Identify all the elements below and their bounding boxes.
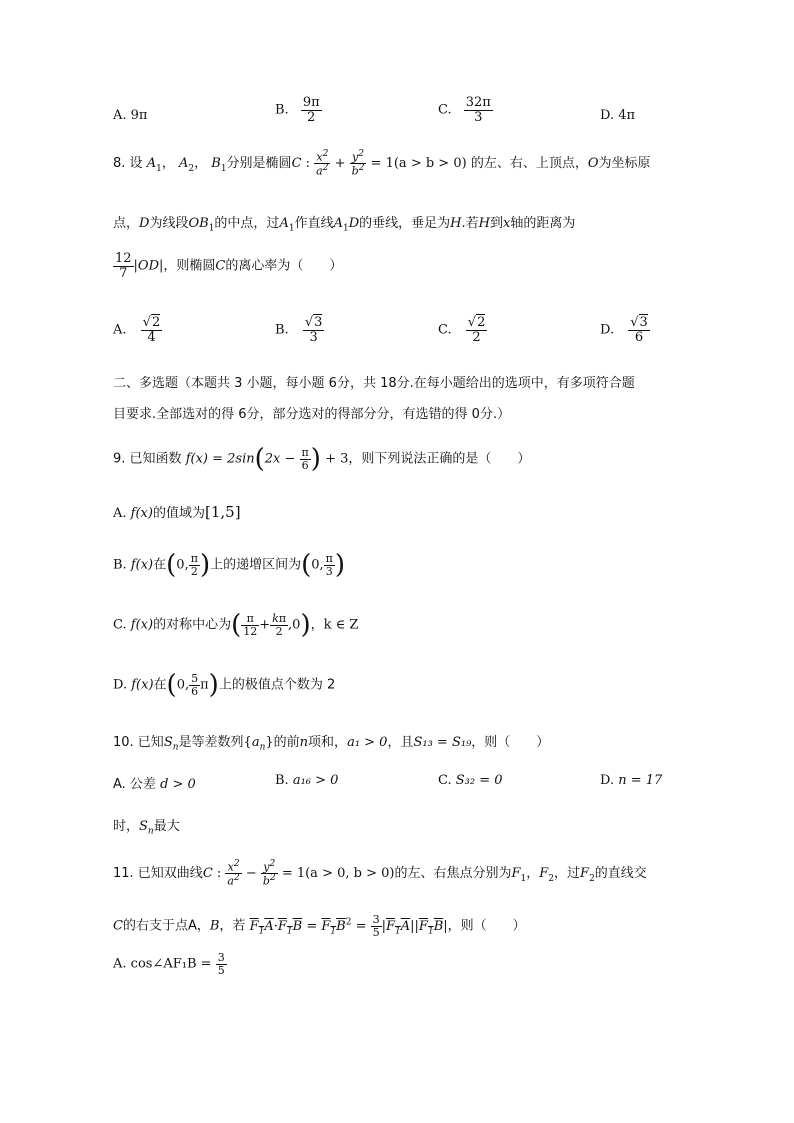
three-fifths: $\frac{3}{5}$ bbox=[217, 951, 225, 977]
q9-argument: 2x − bbox=[264, 451, 296, 467]
q7-option-c-fraction bbox=[464, 96, 493, 124]
option-math: a₁₆ > 0 bbox=[292, 773, 339, 788]
q8-text: 为坐标原 bbox=[598, 156, 651, 172]
q10-text: ，则（ ） bbox=[471, 735, 550, 750]
q8-od-abs: |OD| bbox=[133, 258, 164, 274]
q10-stem bbox=[0, 731, 794, 753]
q10-stem-text: 10. 已知$S_n$是等差数列$\{a_n\}$的前n项和，a₁ > 0，且S₁₃ = S₁₉，则（ ） bbox=[113, 735, 550, 753]
option-fraction: $\frac{√3}{3}$ bbox=[304, 315, 323, 345]
option-fraction: $\frac{√3}{6}$ bbox=[630, 315, 648, 345]
option-label: A. 公差 bbox=[113, 777, 156, 792]
q9-option-a-text bbox=[113, 502, 241, 521]
range-interval: [1,5] bbox=[204, 503, 241, 521]
q11-text: 的右支于点A， bbox=[122, 918, 210, 934]
q10-condition: S₁₃ = S₁₉ bbox=[413, 735, 472, 750]
q10-text: 的前 bbox=[273, 735, 300, 750]
section2-heading bbox=[0, 372, 794, 422]
q8-text: 分别是椭圆 bbox=[226, 156, 292, 172]
q9-text: 在 bbox=[153, 677, 167, 693]
option-label: D. bbox=[113, 677, 128, 693]
q11-text: 的左、右焦点分别为 bbox=[394, 866, 512, 882]
q8-text: .若 bbox=[461, 216, 479, 231]
radicand: 2 bbox=[151, 315, 161, 330]
fraction-denominator: 2 bbox=[472, 329, 481, 345]
q9-text: 上的递增区间为 bbox=[210, 557, 302, 573]
option-math: n = 17 bbox=[618, 773, 663, 788]
q10-text: 时， bbox=[113, 819, 140, 834]
section2-line2: 目要求.全部选对的得 6分，部分选对的得部分分，有选错的得 0分.） bbox=[113, 407, 511, 422]
function-name: f(x) bbox=[130, 617, 154, 633]
q10-text: 10. 已知 bbox=[113, 735, 164, 750]
q9-text: 9. 已知函数 bbox=[113, 451, 182, 467]
q10-option-d bbox=[600, 773, 662, 788]
q8-line1 bbox=[0, 149, 794, 178]
q9-text: 在 bbox=[153, 557, 167, 573]
q8-line2 bbox=[0, 212, 794, 234]
pi-over-6: $\frac{\pi}{6}$ bbox=[301, 445, 309, 472]
q7-option-d: D. 4π bbox=[600, 108, 636, 123]
q9-stem bbox=[0, 444, 794, 474]
q8-fraction-12-7 bbox=[113, 252, 134, 280]
q8-option-a bbox=[113, 316, 162, 344]
q7-option-b-label: B. bbox=[275, 102, 289, 118]
q11-option-a bbox=[0, 951, 794, 977]
radicand: 3 bbox=[314, 315, 323, 330]
pi-over-12: $\frac{\pi}{12}$ bbox=[243, 611, 258, 638]
hyperbola-equation-tail: = 1(a > 0, b > 0) bbox=[281, 866, 395, 882]
q7-option-b-fraction bbox=[301, 96, 322, 124]
q9-option-c-text: C. f(x)的对称中心为( $\frac{\pi}{12}$ + $\frac{k\pi}{2}$ ,0)，k ∈ Z bbox=[113, 610, 359, 640]
q9-text: 上的极值点个数为 2 bbox=[218, 677, 336, 693]
q10-text: 最大 bbox=[153, 819, 180, 834]
q8-line3-text: $\frac{12}{7}$ |OD|，则椭圆C的离心率为（ ） bbox=[115, 251, 343, 281]
q10-text: 项和， bbox=[308, 735, 348, 750]
q9-option-c bbox=[0, 610, 794, 640]
q11-line2-text: C的右支于点A，B，若 $F_1A\cdot F_1B = F_1B^2$ = $\frac{3}{5}$ $|F_1A||F_1B|$，则（ ） bbox=[113, 913, 526, 939]
k-in-z: ，k ∈ Z bbox=[310, 617, 359, 633]
q11-stem-line1 bbox=[0, 859, 794, 888]
q11-vector-condition: $F_1A\cdot F_1B = F_1B^2$ = $\frac{3}{5}$ $|F_1A||F_1B|$ bbox=[249, 913, 448, 939]
option-fraction: $\frac{√2}{4}$ bbox=[142, 315, 161, 345]
fraction-denominator: 3 bbox=[309, 329, 318, 345]
q11-text: 的直线交 bbox=[594, 866, 647, 882]
q10-text: ，且 bbox=[387, 735, 414, 750]
q9-plus-3: + 3 bbox=[325, 451, 349, 467]
q8-text: 轴的距离为 bbox=[510, 216, 576, 231]
option-label: B. bbox=[275, 322, 289, 338]
q7-option-a: A. 9π bbox=[113, 108, 148, 123]
q11-text: ，过 bbox=[554, 866, 581, 882]
q8-text: 为线段 bbox=[149, 216, 189, 231]
fraction-denominator: 4 bbox=[147, 329, 156, 345]
ellipse-y-term: $\frac{y^2}{b^2}$ bbox=[351, 149, 365, 178]
q10-option-a bbox=[113, 773, 196, 792]
q8-text: ， bbox=[161, 156, 175, 172]
q10-condition: a₁ > 0 bbox=[347, 735, 388, 750]
q7-option-c-label: C. bbox=[438, 102, 452, 118]
q10-text: 是等差数列 bbox=[178, 735, 244, 750]
option-math: cos∠AF₁B = bbox=[130, 956, 212, 972]
hyperbola-x-term: $\frac{x^2}{a^2}$ bbox=[227, 859, 240, 888]
q9-text: 的值域为 bbox=[152, 506, 205, 521]
q8-text: 作直线 bbox=[294, 216, 334, 231]
q8-text: 的垂线，垂足为 bbox=[359, 216, 451, 231]
q10-option-c bbox=[438, 773, 503, 788]
radicand: 2 bbox=[477, 315, 486, 330]
option-label: A. bbox=[113, 956, 127, 972]
option-label: A. bbox=[113, 322, 127, 338]
q8-line2-text: 点，D为线段$OB_1$的中点，过$A_1$作直线$A_1D$的垂线，垂足为H.若H到x轴的距离为 bbox=[113, 216, 576, 234]
option-math: d > 0 bbox=[160, 777, 196, 792]
ellipse-equation-tail: = 1(a > b > 0) bbox=[370, 156, 467, 172]
function-name: f(x) bbox=[131, 677, 154, 693]
function-name: f(x) bbox=[130, 506, 153, 521]
q11-text: ，若 bbox=[219, 918, 246, 934]
q9-option-b-text: B. f(x)在(0, $\frac{\pi}{2}$ )上的递增区间为(0, $\frac{\pi}{3}$ ) bbox=[113, 550, 346, 580]
q11-option-a-text bbox=[113, 952, 227, 976]
q8-text: 到 bbox=[489, 216, 503, 231]
fraction-numerator: 9π bbox=[302, 95, 320, 110]
option-label: C. bbox=[438, 322, 452, 338]
q9-option-d-text: D. f(x)在(0, $\frac{5}{6}$ π)上的极值点个数为 2 bbox=[113, 670, 336, 700]
q9-function: f(x) = 2sin bbox=[185, 451, 255, 467]
q8-text: 的离心率为（ ） bbox=[225, 258, 343, 274]
q9-option-d bbox=[0, 670, 794, 700]
q7-option-c bbox=[438, 96, 493, 124]
hyperbola-y-term: $\frac{y^2}{b^2}$ bbox=[262, 859, 276, 888]
q9-stem-text: 9. 已知函数 f(x) = 2sin(2x − $\frac{\pi}{6}$ ) + 3，则下列说法正确的是（ ） bbox=[113, 444, 531, 474]
q8-option-c bbox=[438, 316, 487, 344]
option-label: D. bbox=[600, 322, 615, 338]
q8-line3 bbox=[0, 251, 794, 281]
q11-text: ， bbox=[526, 866, 540, 882]
q7-option-b bbox=[275, 96, 322, 124]
ellipse-x-term: $\frac{x^2}{a^2}$ bbox=[316, 149, 329, 178]
option-label: B. bbox=[275, 773, 289, 788]
fraction-numerator: 12 bbox=[115, 251, 132, 266]
pi-over-3: $\frac{\pi}{3}$ bbox=[325, 551, 333, 578]
option-label: D. bbox=[600, 773, 615, 788]
q8-text: 8. 设 bbox=[113, 156, 143, 172]
q10-option-d-continued: 时，$S_n$最大 bbox=[113, 819, 180, 837]
option-fraction: $\frac{√2}{2}$ bbox=[467, 315, 486, 345]
q9-text: ，则下列说法正确的是（ ） bbox=[348, 451, 531, 467]
q10-option-b bbox=[275, 773, 338, 788]
q11-text: 11. 已知双曲线 bbox=[113, 866, 203, 882]
option-label: B. bbox=[113, 557, 127, 573]
q8-text: 点， bbox=[113, 216, 140, 231]
q8-options-row bbox=[0, 315, 794, 345]
fraction-denominator: 2 bbox=[307, 109, 316, 125]
q8-text: ，则椭圆 bbox=[163, 258, 216, 274]
fraction-denominator: 3 bbox=[474, 109, 483, 125]
q8-line1-text: 8. 设 $A_1$， $A_2$， $B_1$分别是椭圆C : $\frac{x^2}{a^2}$ + $\frac{y^2}{b^2}$ = 1(a > b > 0) 的左、右、上顶点，O为坐标原 bbox=[113, 149, 651, 178]
q9-option-b bbox=[0, 550, 794, 580]
q11-text: ，则（ ） bbox=[447, 918, 526, 934]
q11-line1-text: 11. 已知双曲线C : $\frac{x^2}{a^2}$ − $\frac{y^2}{b^2}$ = 1(a > 0, b > 0)的左、右焦点分别为$F_1$，$F_2$，过$F_2$的直线交 bbox=[113, 859, 647, 888]
option-label: A. bbox=[113, 506, 127, 521]
section2-line1: 二、多选题（本题共 3 小题，每小题 6分，共 18分.在每小题给出的选项中，有多项符合题 bbox=[113, 376, 635, 391]
fraction-denominator: 7 bbox=[119, 265, 128, 281]
q8-text: ， bbox=[194, 156, 208, 172]
function-name: f(x) bbox=[130, 557, 154, 573]
option-label: C. bbox=[113, 617, 127, 633]
pi-over-2: $\frac{\pi}{2}$ bbox=[190, 551, 198, 578]
q8-text: 的中点，过 bbox=[214, 216, 280, 231]
option-label: C. bbox=[438, 773, 452, 788]
fraction-numerator: 32π bbox=[465, 95, 491, 110]
five-sixths: $\frac{5}{6}$ bbox=[191, 671, 199, 698]
q9-option-a bbox=[0, 502, 794, 521]
q9-text: 的对称中心为 bbox=[153, 617, 232, 633]
radicand: 3 bbox=[639, 315, 648, 330]
q11-stem-line2 bbox=[0, 910, 794, 939]
q8-option-b bbox=[275, 316, 324, 344]
q8-text: 的左、右、上顶点， bbox=[470, 156, 588, 172]
k-pi-over-2: $\frac{k\pi}{2}$ bbox=[272, 611, 287, 638]
q8-option-d bbox=[600, 316, 650, 344]
option-math: S₃₂ = 0 bbox=[455, 773, 503, 788]
q10-options-row bbox=[0, 773, 794, 837]
fraction-denominator: 6 bbox=[634, 329, 644, 345]
